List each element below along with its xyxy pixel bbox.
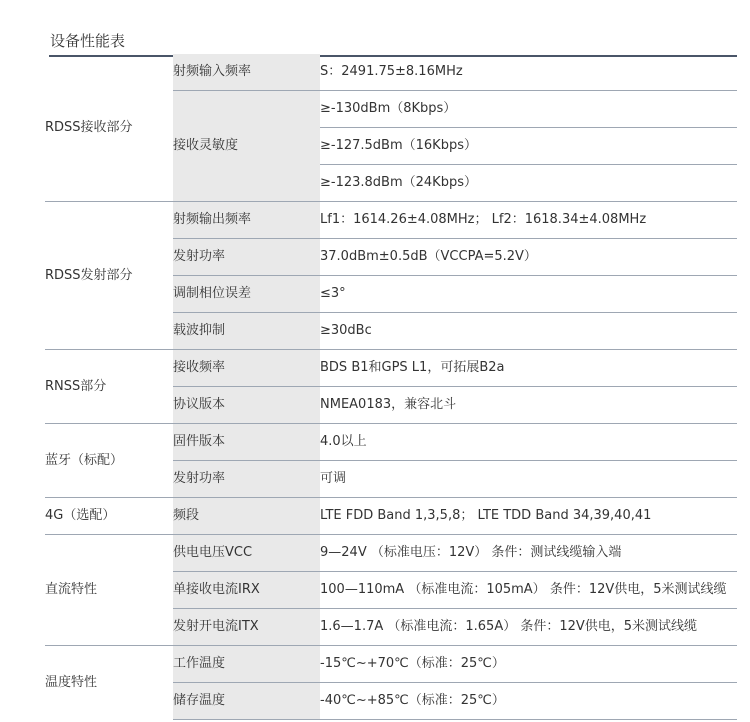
param-label: 调制相位误差 xyxy=(173,276,320,313)
table-row xyxy=(45,535,737,572)
param-label: 固件版本 xyxy=(173,424,320,461)
param-label: 供电电压VCC xyxy=(173,535,320,572)
section-label: RDSS发射部分 xyxy=(45,202,173,350)
section-label: 温度特性 xyxy=(45,646,173,720)
param-label: 射频输入频率 xyxy=(173,54,320,91)
table-row xyxy=(45,202,737,239)
section-label: 4G（选配） xyxy=(45,498,173,535)
table-row xyxy=(45,424,737,461)
param-label: 储存温度 xyxy=(173,683,320,720)
param-value: LTE FDD Band 1,3,5,8； LTE TDD Band 34,39,40,41 xyxy=(320,498,737,535)
param-value: ≥-130dBm（8Kbps） xyxy=(320,91,737,128)
param-value: 100—110mA （标准电流：105mA） 条件：12V供电，5米测试线缆 xyxy=(320,572,737,609)
table-row xyxy=(45,646,737,683)
param-value: -40℃~+85℃（标准：25℃） xyxy=(320,683,737,720)
section-label: RDSS接收部分 xyxy=(45,119,133,135)
param-label: 接收频率 xyxy=(173,350,320,387)
param-value: 37.0dBm±0.5dB（VCCPA=5.2V） xyxy=(320,239,737,276)
section-label: 蓝牙（标配） xyxy=(45,424,173,498)
table-row xyxy=(45,350,737,387)
param-label: 工作温度 xyxy=(173,646,320,683)
param-value: ≥30dBc xyxy=(320,313,737,350)
param-label: 射频输出频率 xyxy=(173,202,320,239)
param-label: 单接收电流IRX xyxy=(173,572,320,609)
param-value: ≥-123.8dBm（24Kbps） xyxy=(320,165,737,202)
param-label: 协议版本 xyxy=(173,387,320,424)
param-label: 发射开电流ITX xyxy=(173,609,320,646)
table-row xyxy=(45,54,737,91)
param-value: 9—24V （标准电压：12V） 条件：测试线缆输入端 xyxy=(320,535,737,572)
param-value: -15℃~+70℃（标准：25℃） xyxy=(320,646,737,683)
param-value: 4.0以上 xyxy=(320,424,737,461)
table-title: 设备性能表 xyxy=(50,32,126,50)
param-label: 发射功率 xyxy=(173,461,320,498)
param-value: 可调 xyxy=(320,461,737,498)
param-label: 载波抑制 xyxy=(173,313,320,350)
param-value: S：2491.75±8.16MHz xyxy=(320,64,463,79)
param-value: BDS B1和GPS L1，可拓展B2a xyxy=(320,350,737,387)
section-label: 直流特性 xyxy=(45,535,173,646)
spec-table xyxy=(45,54,737,720)
table-row xyxy=(45,498,737,535)
param-label: 接收灵敏度 xyxy=(173,91,320,202)
param-value: ≤3° xyxy=(320,276,737,313)
param-value: NMEA0183，兼容北斗 xyxy=(320,387,737,424)
param-label: 发射功率 xyxy=(173,239,320,276)
param-value: Lf1：1614.26±4.08MHz； Lf2：1618.34±4.08MHz xyxy=(320,202,737,239)
param-value: 1.6—1.7A （标准电流：1.65A） 条件：12V供电，5米测试线缆 xyxy=(320,609,737,646)
section-label: RNSS部分 xyxy=(45,350,173,424)
param-value: ≥-127.5dBm（16Kbps） xyxy=(320,128,737,165)
param-label: 频段 xyxy=(173,498,320,535)
